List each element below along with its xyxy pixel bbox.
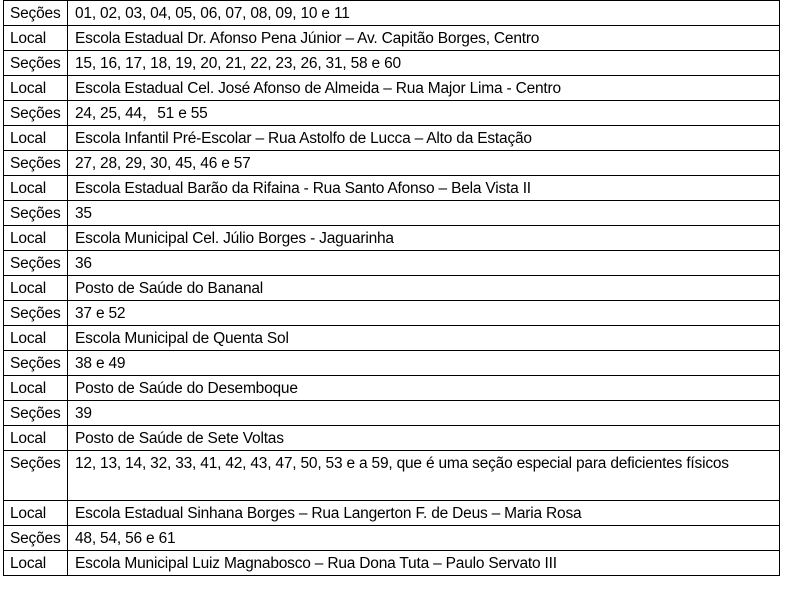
table-row	[4, 451, 780, 501]
row-label: Seções	[4, 201, 68, 226]
row-value: 15, 16, 17, 18, 19, 20, 21, 22, 23, 26, 31, 58 e 60	[68, 51, 780, 76]
table-row	[4, 551, 780, 576]
table-row	[4, 326, 780, 351]
row-value: Escola Estadual Dr. Afonso Pena Júnior – Av. Capitão Borges, Centro	[68, 26, 780, 51]
row-value: 36	[68, 251, 780, 276]
table-row	[4, 276, 780, 301]
row-label: Local	[4, 376, 68, 401]
row-value: 24, 25, 44，51 e 55	[68, 101, 780, 126]
row-value: Posto de Saúde do Bananal	[68, 276, 780, 301]
table-row	[4, 151, 780, 176]
row-label: Local	[4, 426, 68, 451]
table-row	[4, 351, 780, 376]
row-value: Posto de Saúde de Sete Voltas	[68, 426, 780, 451]
table-row	[4, 401, 780, 426]
row-value: Escola Estadual Sinhana Borges – Rua Langerton F. de Deus – Maria Rosa	[68, 501, 780, 526]
row-value: Posto de Saúde do Desemboque	[68, 376, 780, 401]
table-row	[4, 251, 780, 276]
row-label: Seções	[4, 351, 68, 376]
row-label: Seções	[4, 151, 68, 176]
table-row	[4, 526, 780, 551]
row-label: Local	[4, 176, 68, 201]
table-row	[4, 126, 780, 151]
table-row	[4, 301, 780, 326]
table-row	[4, 176, 780, 201]
table-row	[4, 26, 780, 51]
row-label: Seções	[4, 401, 68, 426]
row-label: Local	[4, 326, 68, 351]
row-label: Local	[4, 26, 68, 51]
row-value: 39	[68, 401, 780, 426]
table-row	[4, 51, 780, 76]
table-row	[4, 501, 780, 526]
row-value: 37 e 52	[68, 301, 780, 326]
row-label: Local	[4, 551, 68, 576]
row-label: Local	[4, 76, 68, 101]
row-label: Seções	[4, 1, 68, 26]
table-row	[4, 201, 780, 226]
row-value: 12, 13, 14, 32, 33, 41, 42, 43, 47, 50, 53 e a 59, que é uma seção especial para deficientes físicos	[68, 451, 780, 501]
row-value: Escola Municipal Luiz Magnabosco – Rua Dona Tuta – Paulo Servato III	[68, 551, 780, 576]
row-label: Seções	[4, 301, 68, 326]
row-label: Local	[4, 226, 68, 251]
row-value: Escola Estadual Cel. José Afonso de Almeida – Rua Major Lima - Centro	[68, 76, 780, 101]
table-row	[4, 101, 780, 126]
row-value: 35	[68, 201, 780, 226]
row-label: Seções	[4, 526, 68, 551]
table-row	[4, 76, 780, 101]
row-value: Escola Municipal de Quenta Sol	[68, 326, 780, 351]
row-value: Escola Infantil Pré-Escolar – Rua Astolfo de Lucca – Alto da Estação	[68, 126, 780, 151]
row-value: Escola Estadual Barão da Rifaina - Rua Santo Afonso – Bela Vista II	[68, 176, 780, 201]
row-value: 48, 54, 56 e 61	[68, 526, 780, 551]
row-value: Escola Municipal Cel. Júlio Borges - Jaguarinha	[68, 226, 780, 251]
row-label: Seções	[4, 51, 68, 76]
row-label: Seções	[4, 451, 68, 501]
table-row	[4, 226, 780, 251]
table-row	[4, 426, 780, 451]
row-value: 38 e 49	[68, 351, 780, 376]
voting-sections-table	[3, 0, 780, 576]
row-label: Local	[4, 276, 68, 301]
table-row	[4, 376, 780, 401]
table-body	[4, 1, 780, 576]
row-label: Seções	[4, 101, 68, 126]
table-row	[4, 1, 780, 26]
row-label: Local	[4, 501, 68, 526]
row-label: Local	[4, 126, 68, 151]
row-value: 01, 02, 03, 04, 05, 06, 07, 08, 09, 10 e 11	[68, 1, 780, 26]
row-label: Seções	[4, 251, 68, 276]
row-value: 27, 28, 29, 30, 45, 46 e 57	[68, 151, 780, 176]
